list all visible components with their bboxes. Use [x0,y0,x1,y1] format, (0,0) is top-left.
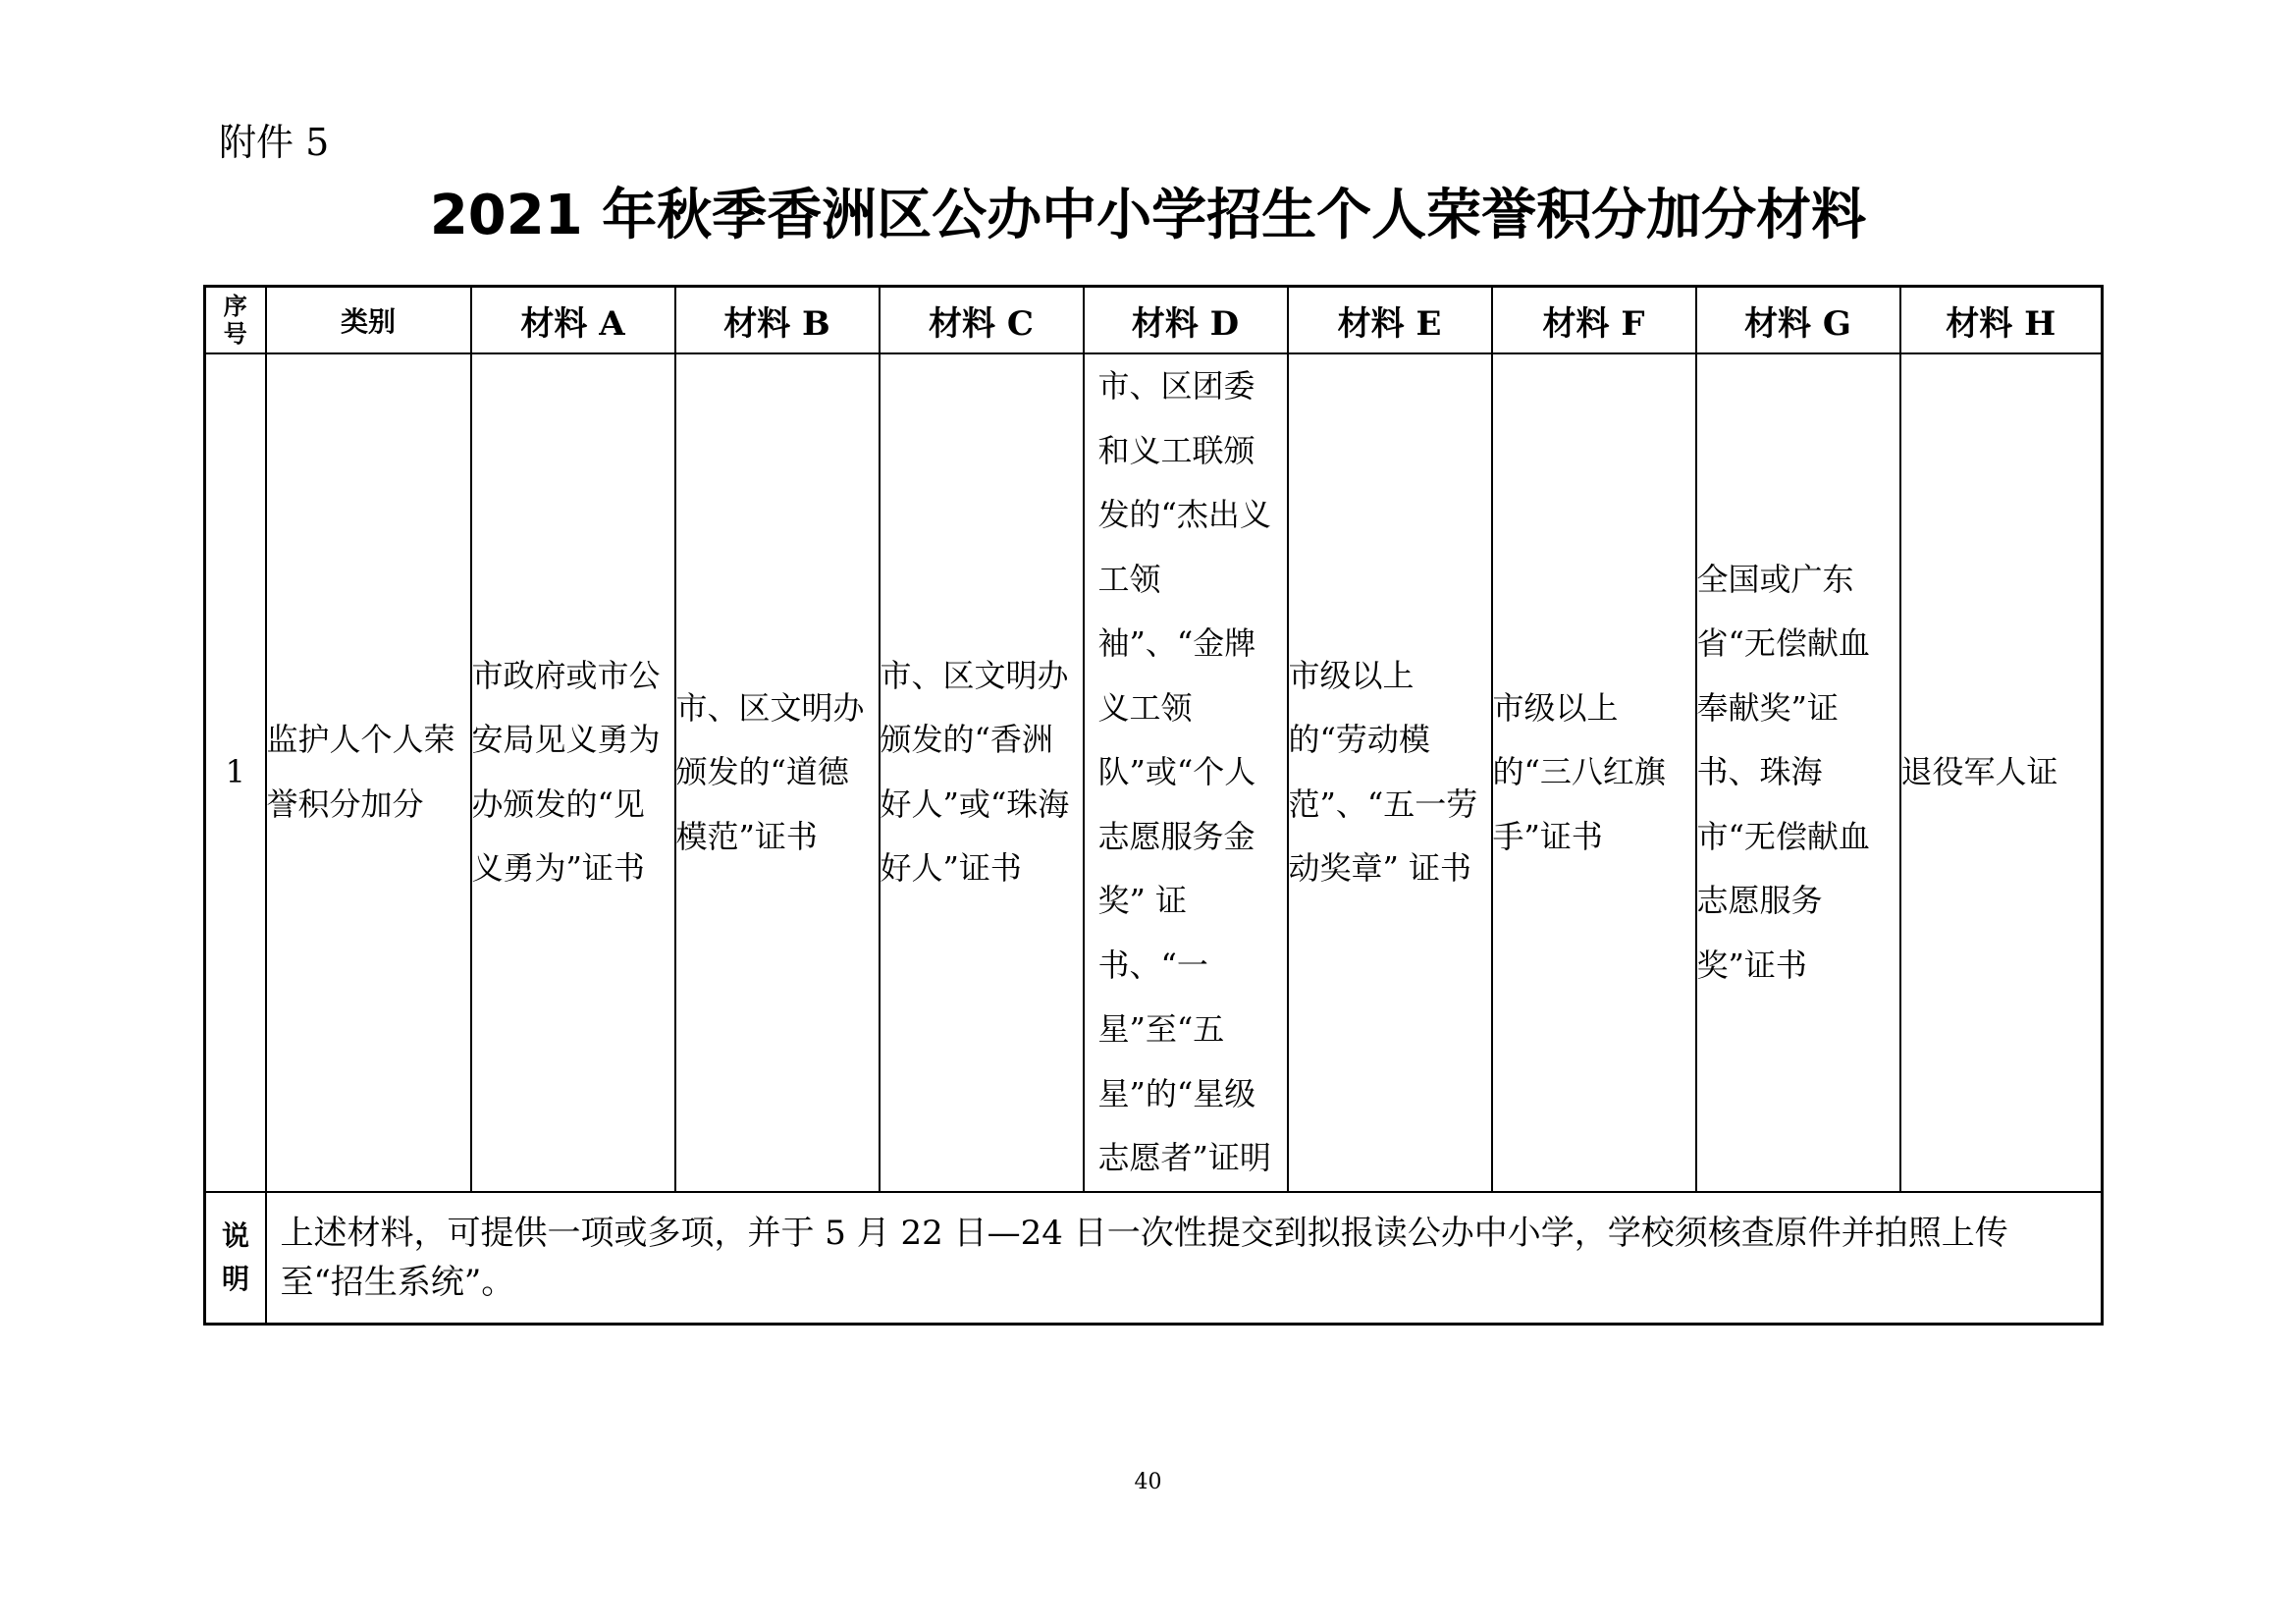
row-material-e: 市级以上的“劳动模范”、“五一劳动奖章” 证书 [1288,353,1492,1192]
table-row [205,353,2103,1192]
document-title: 2021 年秋季香洲区公办中小学招生个人荣誉积分加分材料 [429,184,1867,247]
table-header-row [205,287,2103,354]
page-number: 40 [1134,1470,1162,1494]
header-material-d: 材料 D [1084,287,1288,354]
header-material-c: 材料 C [880,287,1084,354]
header-material-a: 材料 A [471,287,675,354]
header-category: 类别 [266,287,471,354]
header-material-g: 材料 G [1696,287,1900,354]
note-text: 上述材料，可提供一项或多项，并于 5 月 22 日—24 日一次性提交到拟报读公办中小学，学校须核查原件并拍照上传至“招生系统”。 [266,1192,2103,1325]
note-row [205,1192,2103,1325]
header-material-e: 材料 E [1288,287,1492,354]
header-material-h: 材料 H [1900,287,2103,354]
row-index: 1 [205,353,266,1192]
row-material-h: 退役军人证 [1900,353,2103,1192]
materials-table [203,285,2104,1326]
header-index: 序号 [205,287,266,354]
header-material-f: 材料 F [1492,287,1696,354]
note-label: 说明 [205,1192,266,1325]
header-material-b: 材料 B [675,287,880,354]
annex-label: 附件 5 [219,121,330,164]
row-category: 监护人个人荣誉积分加分 [266,353,471,1192]
row-material-d: 市、区团委和义工联颁发的“杰出义工领袖”、“金牌义工领队”或“个人志愿服务金奖” 证书、“一星”至“五星”的“星级志愿者”证明 [1084,353,1288,1192]
row-material-b: 市、区文明办颁发的“道德模范”证书 [675,353,880,1192]
row-material-g: 全国或广东省“无偿献血奉献奖”证书、珠海市“无偿献血志愿服务奖”证书 [1696,353,1900,1192]
row-material-f: 市级以上的“三八红旗手”证书 [1492,353,1696,1192]
row-material-a: 市政府或市公安局见义勇为办颁发的“见义勇为”证书 [471,353,675,1192]
row-material-c: 市、区文明办颁发的“香洲好人”或“珠海好人”证书 [880,353,1084,1192]
